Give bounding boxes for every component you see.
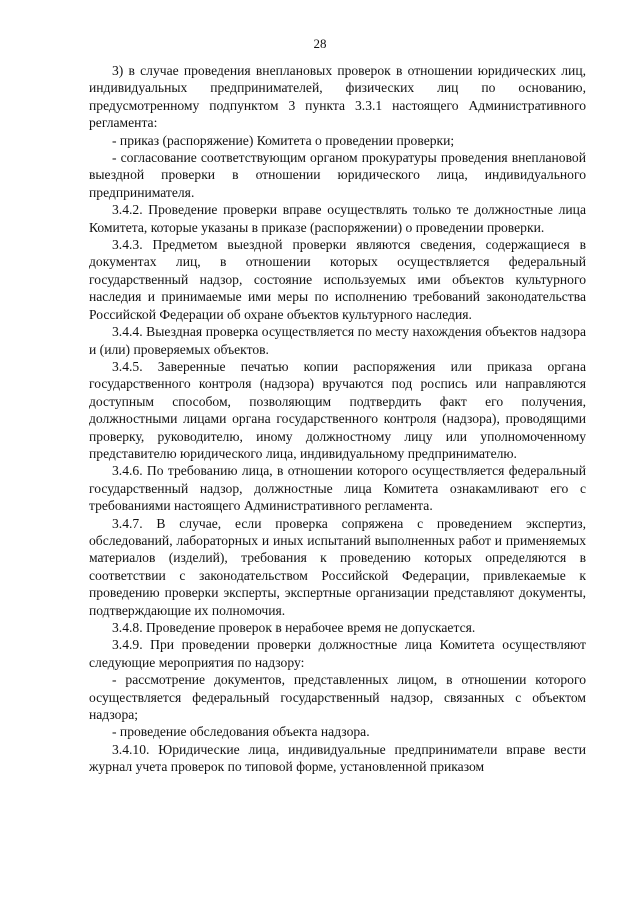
paragraph-prosecutor-bullet: - согласование соответствующим органом прокуратуры проведения внеплановой выездной проверки в отношении юридического лица, индивидуального предпринимателя. <box>89 150 586 200</box>
paragraph-3-4-8: 3.4.8. Проведение проверок в нерабочее время не допускается. <box>112 620 476 635</box>
document-body <box>89 62 586 776</box>
paragraph-documents-bullet: - рассмотрение документов, представленных лицом, в отношении которого осуществляется федеральный государственный надзор, связанных с объектом надзора; <box>89 672 586 723</box>
paragraph-3-4-6: 3.4.6. По требованию лица, в отношении которого осуществляется федеральный государственный надзор, должностные лица Комитета ознакамливают его с требованиями настоящего Административного регламента. <box>89 463 586 514</box>
paragraph-3-4-4: 3.4.4. Выездная проверка осуществляется по месту нахождения объектов надзора и (или) проверяемых объектов. <box>89 324 586 357</box>
paragraph-inspection-bullet: - проведение обследования объекта надзора. <box>112 724 370 740</box>
page-number: 28 <box>313 36 327 51</box>
paragraph-item-3-clause: 3) в случае проведения внеплановых проверок в отношении юридических лиц, индивидуальных предпринимателей, физических лиц по основанию, предусмотренному подпунктом 3 пункта 3.3.1 настоящего Административного регламента: <box>89 63 586 131</box>
paragraph-3-4-3: 3.4.3. Предметом выездной проверки являются сведения, содержащиеся в документах лиц, в отношении которых осуществляется федеральный государственный надзор, состояние используемых ими объектов культурного наследия и принимаемые ими меры по исполнению требований законодательства Российской Федерации об охране объектов культурного наследия. <box>89 237 586 322</box>
paragraph-3-4-7: 3.4.7. В случае, если проверка сопряжена с проведением экспертиз, обследований, лабораторных и иных испытаний выполненных работ и применяемых материалов (изделий), требования к проведению которых определяются в соответствии с законодательством Российской Федерации, привлекаемые к проведению проверки эксперты, экспертные организации представляют документы, подтверждающие их полномочия. <box>89 515 586 618</box>
paragraph-order-bullet: - приказ (распоряжение) Комитета о проведении проверки; <box>112 132 455 148</box>
paragraph-3-4-9: 3.4.9. При проведении проверки должностные лица Комитета осуществляют следующие мероприятия по надзору: <box>89 637 586 670</box>
paragraph-3-4-2: 3.4.2. Проведение проверки вправе осуществлять только те должностные лица Комитета, которые указаны в приказе (распоряжении) о проведении проверки. <box>89 202 586 235</box>
paragraph-3-4-10: 3.4.10. Юридические лица, индивидуальные предприниматели вправе вести журнал учета проверок по типовой форме, установленной приказом <box>89 741 586 775</box>
paragraph-3-4-5: 3.4.5. Заверенные печатью копии распоряжения или приказа органа государственного контроля (надзора) вручаются под роспись или направляются доступным способом, позволяющим подтвердить факт его получения, должностными лицами органа государственного контроля (надзора), проводящими проверку, руководителю, иному должностному лицу или уполномоченному представителю юридического лица, индивидуальному предпринимателю. <box>89 358 586 461</box>
